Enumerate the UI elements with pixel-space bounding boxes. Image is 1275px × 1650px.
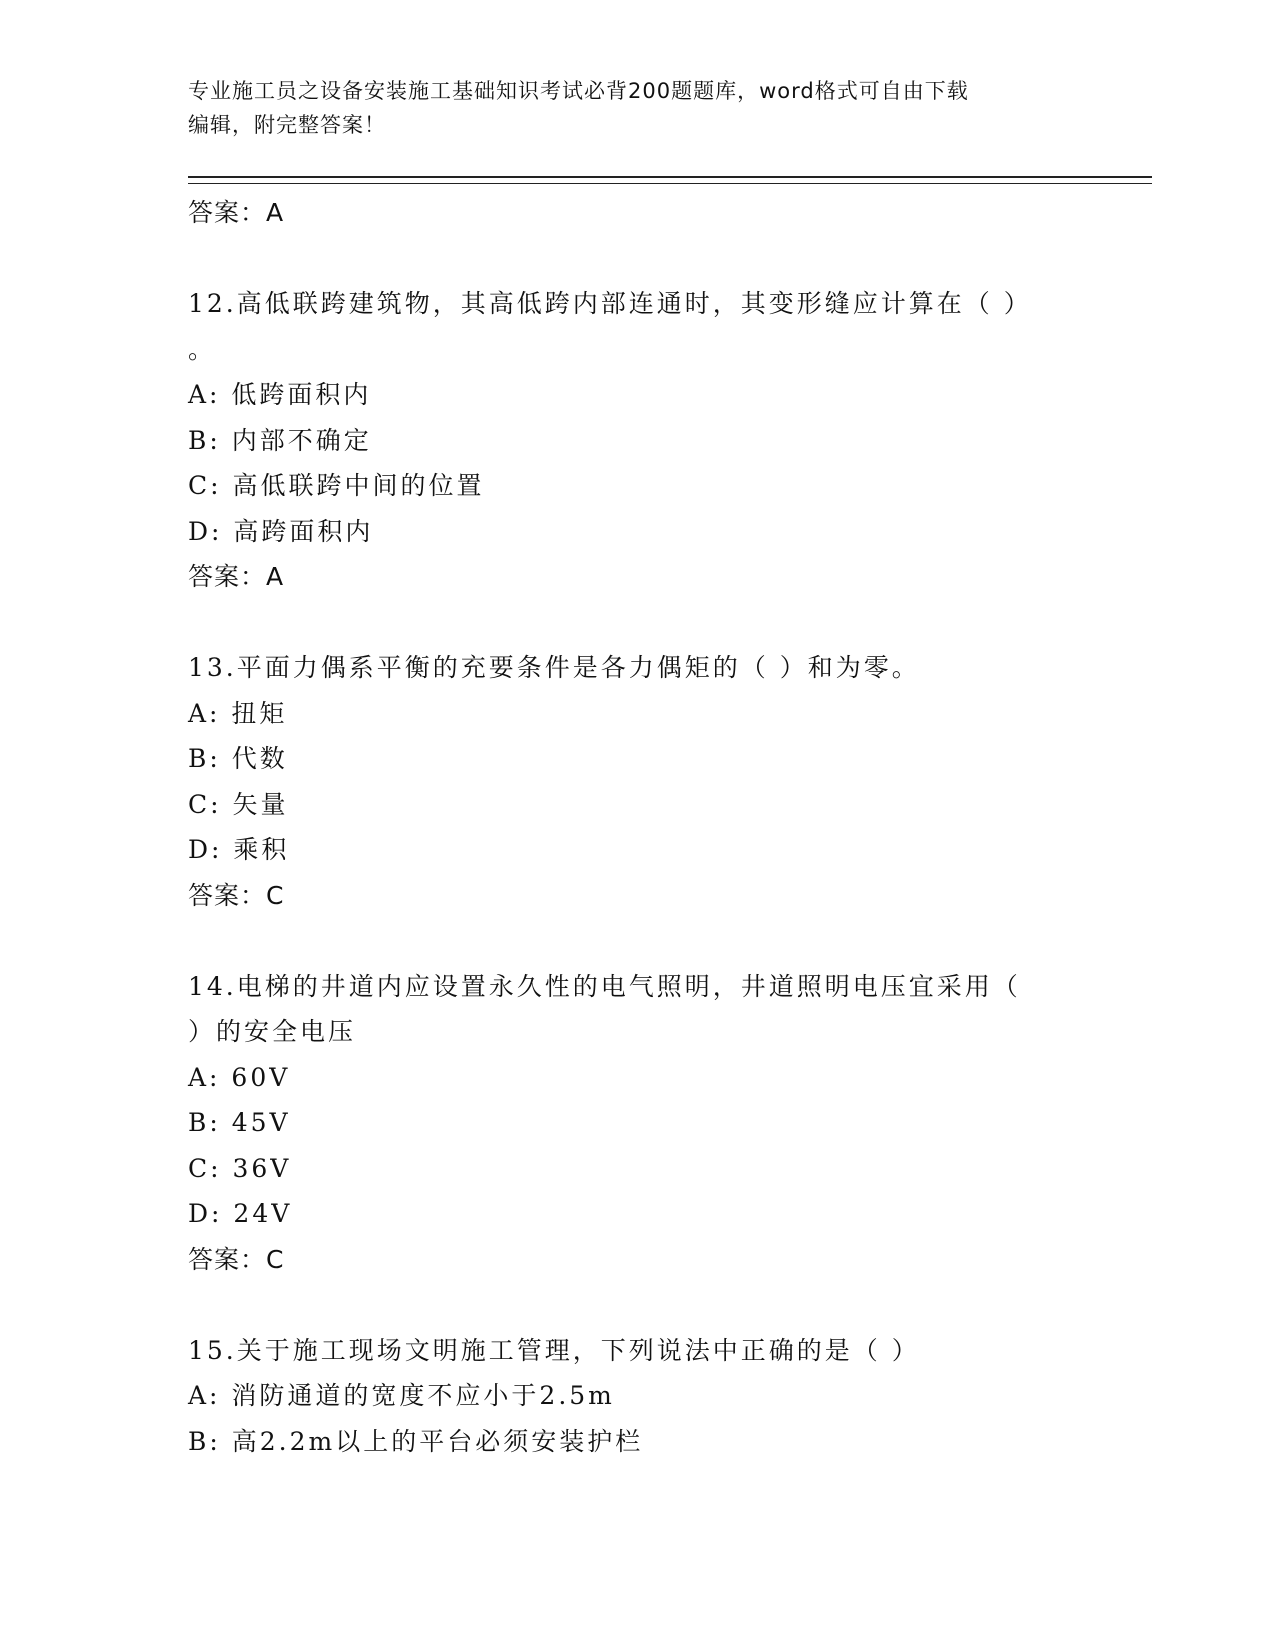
question-12-stem: 12.高低联跨建筑物，其高低跨内部连通时，其变形缝应计算在（ ） (188, 289, 1032, 318)
question-12 (188, 281, 1088, 600)
spacer (188, 600, 1088, 646)
question-14-answer: 答案：C (188, 1244, 285, 1274)
question-15-stem: 15.关于施工现场文明施工管理，下列说法中正确的是（ ） (188, 1335, 920, 1365)
question-list (188, 190, 1088, 1464)
question-15-option-a: A: 消防通道的宽度不应小于2.5m (188, 1381, 615, 1410)
question-13-answer: 答案：C (188, 880, 285, 910)
spacer (188, 236, 1088, 282)
header-title-line-1: 专业施工员之设备安装施工基础知识考试必背200题题库，word格式可自由下载 (188, 79, 969, 103)
question-14-stem-continued: ）的安全电压 (188, 1017, 357, 1046)
spacer (188, 1282, 1088, 1328)
document-header (188, 74, 1068, 142)
question-14-stem: 14.电梯的井道内应设置永久性的电气照明，井道照明电压宜采用（ (188, 971, 1021, 1001)
header-rule-thin (188, 183, 1152, 184)
spacer (188, 918, 1088, 964)
question-13-option-d: D: 乘积 (188, 835, 290, 864)
question-13-stem: 13.平面力偶系平衡的充要条件是各力偶矩的（ ）和为零。 (188, 653, 920, 682)
question-14-option-b: B: 45V (188, 1108, 291, 1137)
previous-answer: 答案：A (188, 198, 285, 227)
question-12-option-d: D: 高跨面积内 (188, 516, 374, 546)
question-13-option-b: B: 代数 (188, 744, 288, 773)
question-15-option-b: B: 高2.2m以上的平台必须安装护栏 (188, 1426, 644, 1456)
question-12-option-b: B: 内部不确定 (188, 425, 372, 455)
question-14-option-a: A: 60V (188, 1062, 291, 1092)
question-14-option-c: C: 36V (188, 1153, 292, 1183)
question-13-option-a: A: 扭矩 (188, 698, 288, 728)
question-12-answer: 答案：A (188, 562, 285, 591)
question-12-stem-continued: 。 (188, 334, 217, 364)
question-15 (188, 1328, 1088, 1465)
question-12-option-a: A: 低跨面积内 (188, 380, 372, 409)
header-rule-thick (188, 176, 1152, 178)
question-13-option-c: C: 矢量 (188, 789, 289, 819)
header-title-line-2: 编辑，附完整答案！ (188, 113, 386, 137)
question-14-option-d: D: 24V (188, 1199, 293, 1228)
question-12-option-c: C: 高低联跨中间的位置 (188, 471, 485, 500)
question-14 (188, 964, 1088, 1283)
question-13 (188, 645, 1088, 918)
